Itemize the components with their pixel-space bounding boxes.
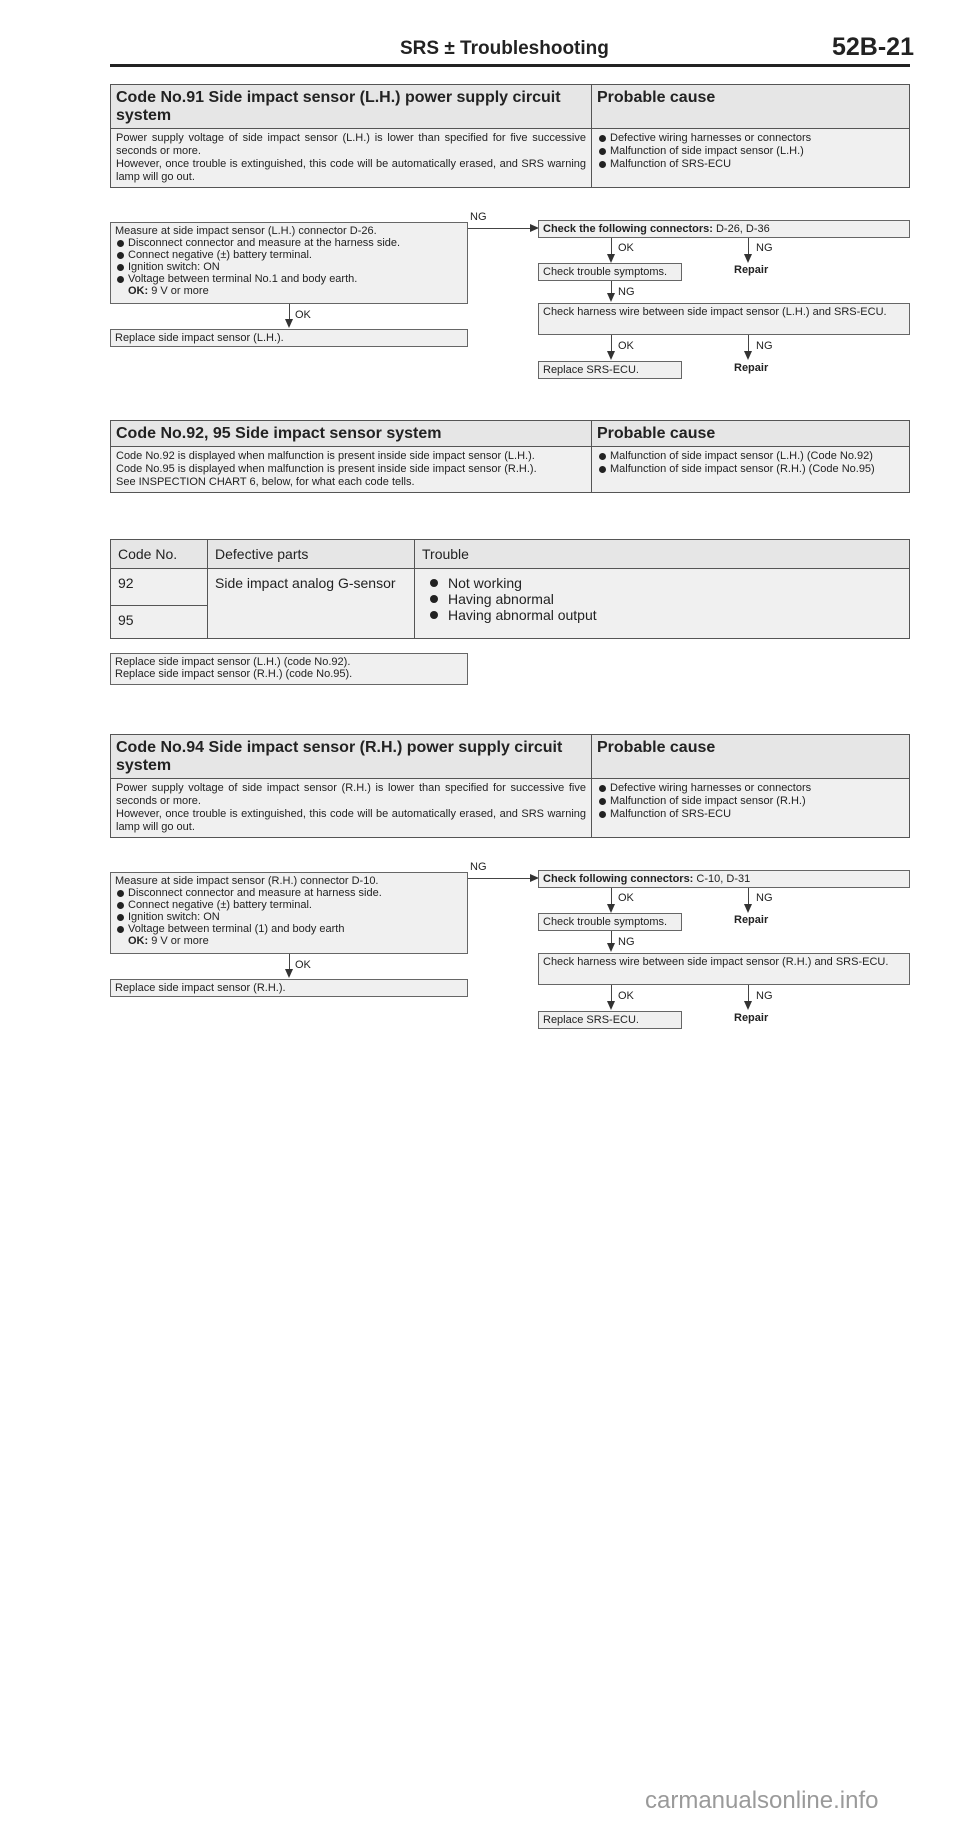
code92-table <box>110 420 910 493</box>
arrow-down-icon <box>744 904 752 913</box>
flow94-ng-label: NG <box>756 892 773 904</box>
flow94-repair: Repair <box>734 1012 769 1024</box>
col-code-header: Code No. <box>111 540 208 569</box>
connector-line <box>468 228 533 229</box>
flow94-ok-label: OK <box>295 959 311 971</box>
flow94-ng-label: NG <box>470 861 487 873</box>
col-trouble-header: Trouble <box>415 540 910 569</box>
arrow-down-icon <box>607 943 615 952</box>
cause-item: Malfunction of side impact sensor (L.H.) (Code No.92) <box>597 450 904 463</box>
flow91-check-symptoms: Check trouble symptoms. <box>538 263 682 281</box>
cause-item: Malfunction of SRS-ECU <box>597 808 904 821</box>
flow91-ok-label: OK <box>618 242 634 254</box>
flow94-replace-sensor: Replace side impact sensor (R.H.). <box>110 979 468 997</box>
flow91-ok-label: OK <box>618 340 634 352</box>
flow91-measure-box: Measure at side impact sensor (L.H.) connector D-26. Disconnect connector and measure at the harness side. Connect negative (±) battery terminal. Ignition switch: ON Voltage between terminal No.1 and body earth. OK: 9 V or more <box>110 222 468 304</box>
code91-causes <box>592 129 910 188</box>
flow91-ng-label: NG <box>756 340 773 352</box>
part-cell: Side impact analog G-sensor <box>208 569 415 639</box>
flow91-replace-sensor: Replace side impact sensor (L.H.). <box>110 329 468 347</box>
watermark: carmanualsonline.info <box>645 1787 879 1814</box>
flow91-ok-label: OK <box>295 309 311 321</box>
flow94-ng-label: NG <box>618 936 635 948</box>
code94-causes <box>592 779 910 838</box>
flow94-ok-label: OK <box>618 892 634 904</box>
code94-cause-heading: Probable cause <box>592 735 910 779</box>
flow91-replace-ecu: Replace SRS-ECU. <box>538 361 682 379</box>
arrow-down-icon <box>607 1001 615 1010</box>
trouble-item: Having abnormal <box>422 591 902 607</box>
cause-item: Malfunction of side impact sensor (L.H.) <box>597 145 904 158</box>
arrow-down-icon <box>285 969 293 978</box>
code94-heading: Code No.94 Side impact sensor (R.H.) power supply circuit system <box>111 735 592 779</box>
flow91-check-connectors: Check the following connectors: D-26, D-36 <box>538 220 910 238</box>
code94-description: Power supply voltage of side impact sensor (R.H.) is lower than specified for successive five seconds or more. However, once trouble is extinguished, this code will be automatically erased, and SRS warning lamp will go out. <box>111 779 592 838</box>
arrow-down-icon <box>607 293 615 302</box>
code94-table <box>110 734 910 838</box>
trouble-cell <box>415 569 910 639</box>
flow91-ng-label: NG <box>618 286 635 298</box>
arrow-down-icon <box>607 254 615 263</box>
cause-item: Malfunction of side impact sensor (R.H.) <box>597 795 904 808</box>
cause-item: Malfunction of SRS-ECU <box>597 158 904 171</box>
code92-causes <box>592 447 910 493</box>
flow91-ng-label: NG <box>470 211 487 223</box>
flow94-repair: Repair <box>734 914 769 926</box>
arrow-down-icon <box>744 254 752 263</box>
cause-item: Defective wiring harnesses or connectors <box>597 132 904 145</box>
defect-table <box>110 539 910 639</box>
arrow-down-icon <box>607 351 615 360</box>
replace-note-box: Replace side impact sensor (L.H.) (code No.92). Replace side impact sensor (R.H.) (code No.95). <box>110 653 468 685</box>
arrow-down-icon <box>744 1001 752 1010</box>
arrow-down-icon <box>744 351 752 360</box>
code-cell: 92 <box>111 569 208 606</box>
code92-heading: Code No.92, 95 Side impact sensor system <box>111 421 592 447</box>
flow94-check-symptoms: Check trouble symptoms. <box>538 913 682 931</box>
code91-table <box>110 84 910 188</box>
trouble-item: Not working <box>422 575 902 591</box>
flow91-ng-label: NG <box>756 242 773 254</box>
code91-heading: Code No.91 Side impact sensor (L.H.) power supply circuit system <box>111 85 592 129</box>
cause-item: Malfunction of side impact sensor (R.H.) (Code No.95) <box>597 463 904 476</box>
code91-cause-heading: Probable cause <box>592 85 910 129</box>
code91-description: Power supply voltage of side impact sensor (L.H.) is lower than specified for five successive seconds or more. However, once trouble is extinguished, this code will be automatically erased, and SRS warning lamp will go out. <box>111 129 592 188</box>
cause-item: Defective wiring harnesses or connectors <box>597 782 904 795</box>
arrow-down-icon <box>285 319 293 328</box>
page-number: 52B-21 <box>832 33 914 61</box>
flow94-ng-label: NG <box>756 990 773 1002</box>
flow91-repair: Repair <box>734 362 769 374</box>
code92-description: Code No.92 is displayed when malfunction is present inside side impact sensor (L.H.). Code No.95 is displayed when malfunction is present inside side impact sensor (R.H.). See INSPECTION CHART 6, below, for what each code tells. <box>111 447 592 493</box>
code92-cause-heading: Probable cause <box>592 421 910 447</box>
flow94-check-harness: Check harness wire between side impact sensor (R.H.) and SRS-ECU. <box>538 953 910 985</box>
flow91-check-harness: Check harness wire between side impact sensor (L.H.) and SRS-ECU. <box>538 303 910 335</box>
code-cell: 95 <box>111 606 208 639</box>
section-title: SRS ± Troubleshooting <box>400 38 609 59</box>
col-parts-header: Defective parts <box>208 540 415 569</box>
flow94-replace-ecu: Replace SRS-ECU. <box>538 1011 682 1029</box>
trouble-item: Having abnormal output <box>422 607 902 623</box>
flow94-ok-label: OK <box>618 990 634 1002</box>
flow94-measure-box: Measure at side impact sensor (R.H.) connector D-10. Disconnect connector and measure at harness side. Connect negative (±) battery terminal. Ignition switch: ON Voltage between terminal (1) and body earth OK: 9 V or more <box>110 872 468 954</box>
arrow-down-icon <box>607 904 615 913</box>
flow94-check-connectors: Check following connectors: C-10, D-31 <box>538 870 910 888</box>
header-rule <box>110 64 910 67</box>
flow91-repair: Repair <box>734 264 769 276</box>
